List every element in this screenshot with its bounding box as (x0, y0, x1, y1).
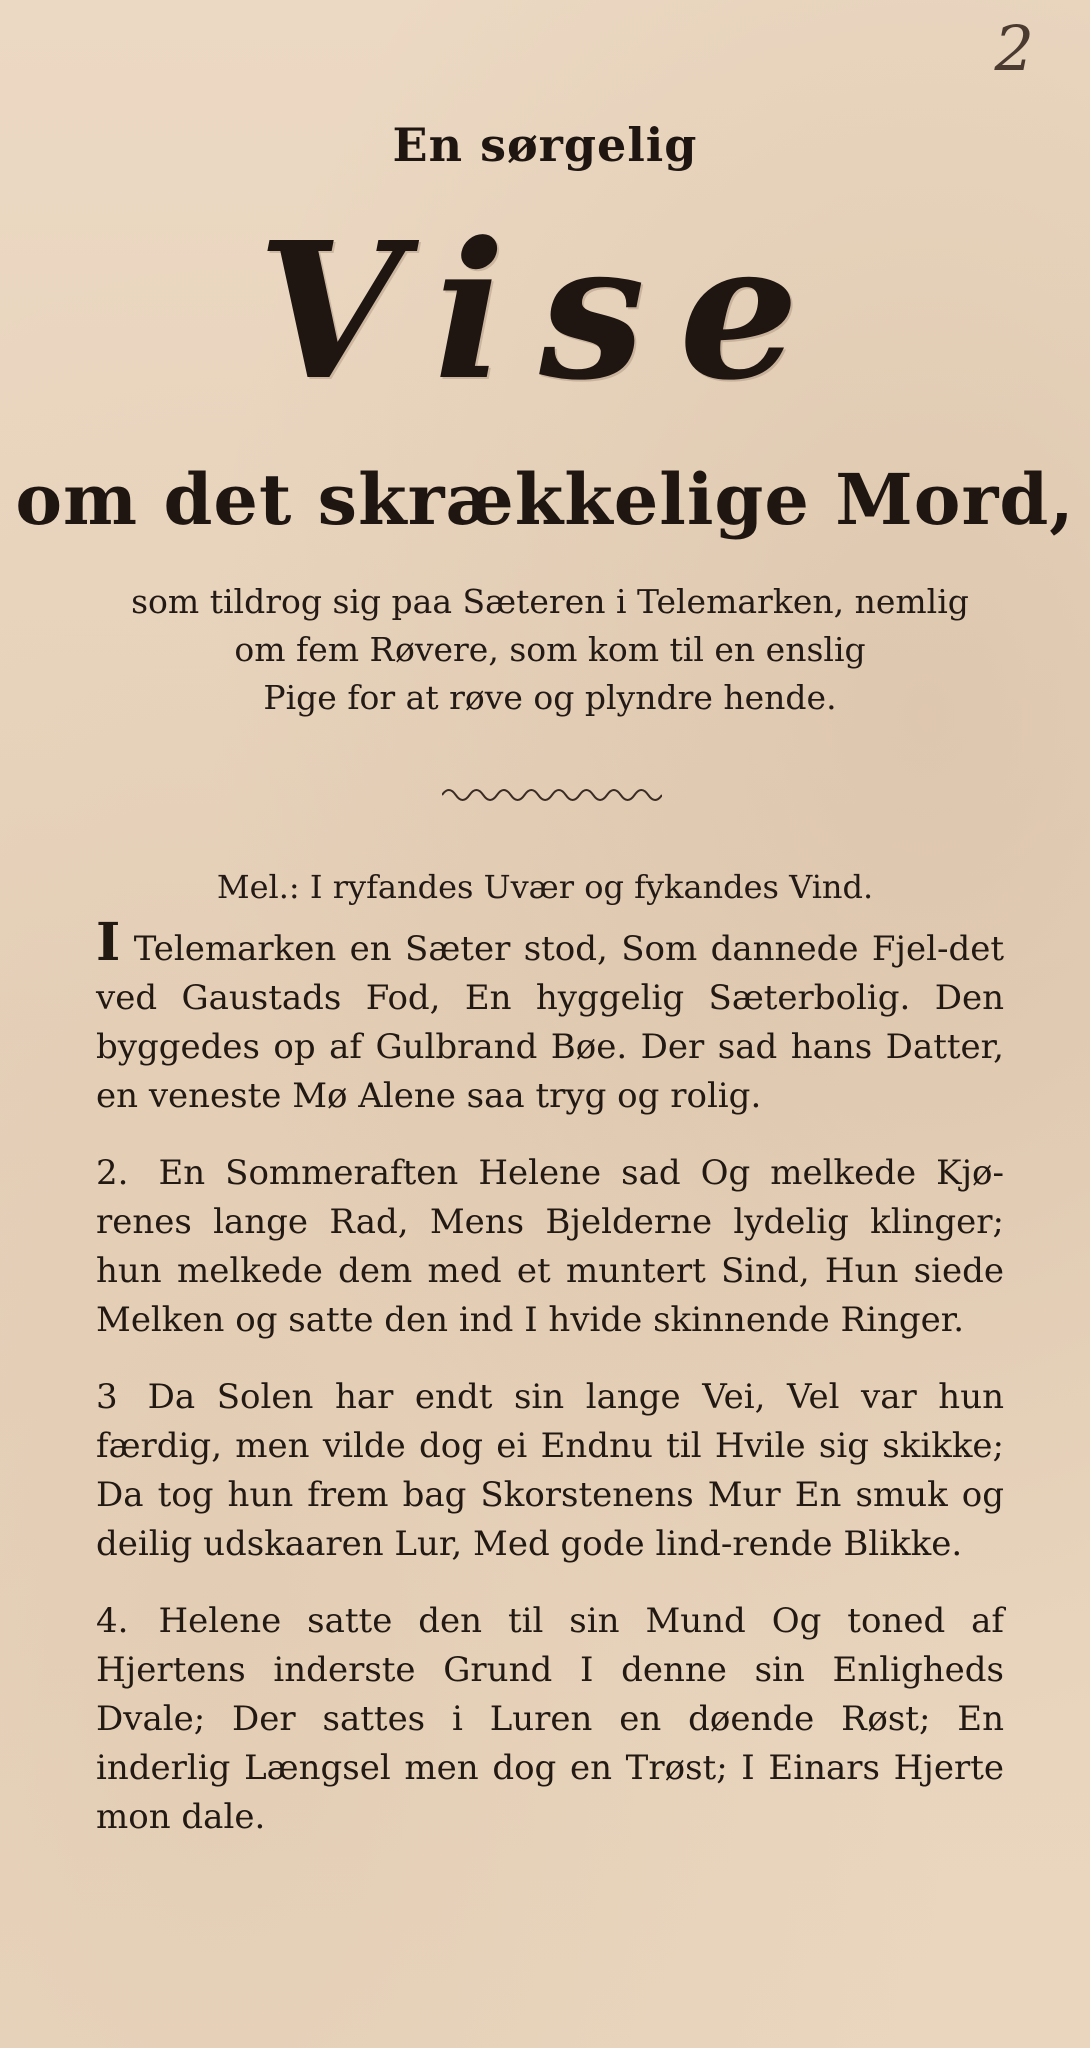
page-number: 2 (994, 12, 1034, 85)
verse-text: Da Solen har endt sin lange Vei, Vel var hun færdig, men vilde dog ei Endnu til Hvile sig skikke; Da tog hun frem bag Skorstenens Mur En smuk og deilig udskaaren Lur, Med gode lind-rende Blikke. (96, 1377, 1004, 1564)
verse-text: En Sommeraften Helene sad Og melkede Kjø-renes lange Rad, Mens Bjelderne lydelig klinger; hun melkede dem med et muntert Sind, Hun siede Melken og satte den ind I hvide skinnende Ringer. (96, 1153, 1004, 1340)
melody-line: Mel.: I ryfandes Uvær og fykandes Vind. (216, 868, 874, 906)
verse-number: 2. (96, 1153, 129, 1193)
verse-1 (96, 912, 1004, 1121)
verse-4 (96, 1597, 1004, 1842)
verse-3 (96, 1373, 1004, 1569)
intro-line: om fem Røvere, som kom til en enslig (234, 630, 866, 669)
verse-number: 3 (96, 1377, 118, 1417)
top-title: En sørgelig (392, 118, 698, 172)
intro-text (90, 578, 1010, 722)
verses (96, 912, 1004, 1870)
intro-line: Pige for at røve og plyndre hende. (263, 678, 837, 717)
verse-2 (96, 1149, 1004, 1345)
intro-line: som tildrog sig paa Sæteren i Telemarken, nemlig (131, 582, 969, 621)
wavy-divider-ornament (442, 780, 662, 810)
verse-number: 4. (96, 1601, 129, 1641)
main-title: Vise (257, 201, 833, 422)
verse-text: Helene satte den til sin Mund Og toned af Hjertens inderste Grund I denne sin Enligheds Dvale; Der sattes i Luren en døende Røst; En inderlig Længsel men dog en Trøst; I Einars Hjerte mon dale. (96, 1601, 1004, 1837)
subtitle: om det skrækkelige Mord, (15, 458, 1075, 541)
verse-text: I Telemarken en Sæter stod, Som dannede Fjel-det ved Gaustads Fod, En hyggelig Sæterbolig. Den byggedes op af Gulbrand Bøe. Der sad hans Datter, en veneste Mø Alene saa tryg og rolig. (96, 912, 1004, 1116)
